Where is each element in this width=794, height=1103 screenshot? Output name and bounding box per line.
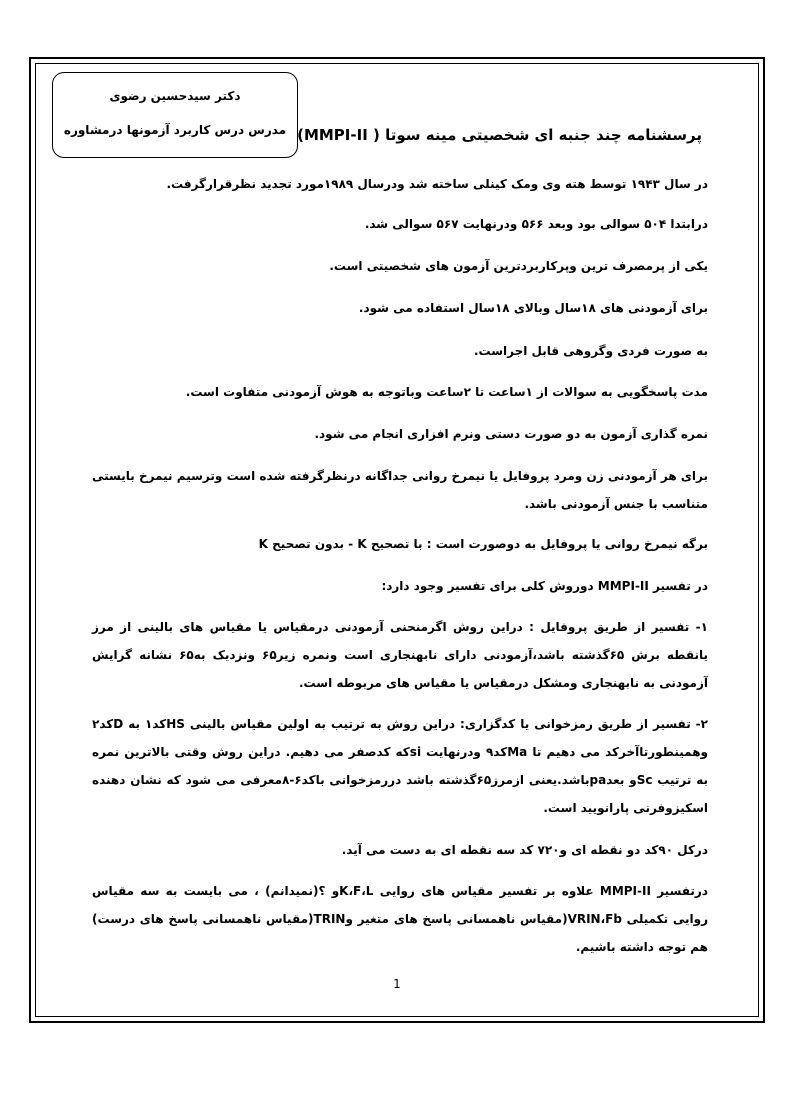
- paragraph-9: برگه نیمرخ روانی یا پروفایل به دوصورت است : با تصحیح K - بدون تصحیح K: [258, 537, 708, 551]
- paragraph-12: ۲- تفسیر از طریق رمزخوانی یا کدگزاری: دراین روش به ترتیب به اولین مقیاس بالینی HSکد۱ به Dکد۲ وهمینطورتاآخرکد می دهیم تا Maکد۹ ودرنهایت siکه کدصفر می دهیم. دراین روش وقتی بالاترین نمره به ترتیب Scو بعدpaباشد.یعنی ازمرز۶۵گذشته باشد دررمزخوانی باکد۶-۸معرفی می شود که نشان دهنده اسکیزوفرنی پارانویید است.: [92, 717, 709, 815]
- author-role: مدرس درس کاربرد آزمونها درمشاوره: [63, 123, 287, 137]
- document-title: پرسشنامه چند جنبه ای شخصیتی مینه سوتا ( MMPI-II): [297, 126, 702, 144]
- page-number: 1: [393, 977, 401, 991]
- paragraph-5: به صورت فردی وگروهی قابل اجراست.: [473, 344, 708, 358]
- paragraph-7: نمره گذاری آزمون به دو صورت دستی ونرم افزاری انجام می شود.: [314, 427, 708, 441]
- paragraph-8: برای هر آزمودنی زن ومرد پروفایل یا نیمرخ روانی جداگانه درنظرگرفته شده است وترسیم نیمرخ بایستی متناسب با جنس آزمودنی باشد.: [92, 469, 708, 511]
- paragraph-6: مدت پاسخگویی به سوالات از ۱ساعت تا ۲ساعت وباتوجه به هوش آزمودنی متفاوت است.: [185, 385, 708, 399]
- paragraph-2: درابتدا ۵۰۴ سوالی بود وبعد ۵۶۶ ودرنهایت ۵۶۷ سوالی شد.: [364, 217, 708, 231]
- author-name: دکتر سیدحسین رضوی: [109, 89, 241, 103]
- paragraph-14: درتفسیر MMPI-II علاوه بر تفسیر مقیاس های روایی K،F،Lو ؟(نمیدانم) ، می بایست به سه مقیاس روایی تکمیلی VRIN،Fb(مقیاس ناهمسانی پاسخ های متغیر وTRIN(مقیاس ناهمسانی پاسخ های درست) هم توجه داشته باشیم.: [92, 884, 709, 954]
- author-box: [52, 72, 298, 158]
- paragraph-3: یکی از پرمصرف ترین وپرکاربردترین آزمون های شخصیتی است.: [329, 259, 708, 273]
- paragraph-1: در سال ۱۹۴۳ توسط هته وی ومک کینلی ساخته شد ودرسال ۱۹۸۹مورد تجدید نظرقرارگرفت.: [166, 177, 708, 191]
- paragraph-4: برای آزمودنی های ۱۸سال وبالای ۱۸سال استفاده می شود.: [358, 301, 708, 315]
- paragraph-13: درکل ۹۰کد دو نقطه ای و۷۲۰ کد سه نقطه ای به دست می آید.: [341, 843, 708, 857]
- paragraph-11: ۱- تفسیر از طریق پروفایل : دراین روش اگرمنحنی آزمودنی درمقیاس یا مقیاس های بالینی از مرز یانقطه برش ۶۵گذشته باشد،آزمودنی دارای نابهنجاری است ونمره زیر۶۵ ونزدیک به۶۵ نشانه گرایش آزمودنی به نابهنجاری ومشکل درمقیاس یا مقیاس های مربوطه است.: [92, 620, 708, 690]
- paragraph-10: در تفسیر MMPI-II دوروش کلی برای تفسیر وجود دارد:: [381, 579, 708, 593]
